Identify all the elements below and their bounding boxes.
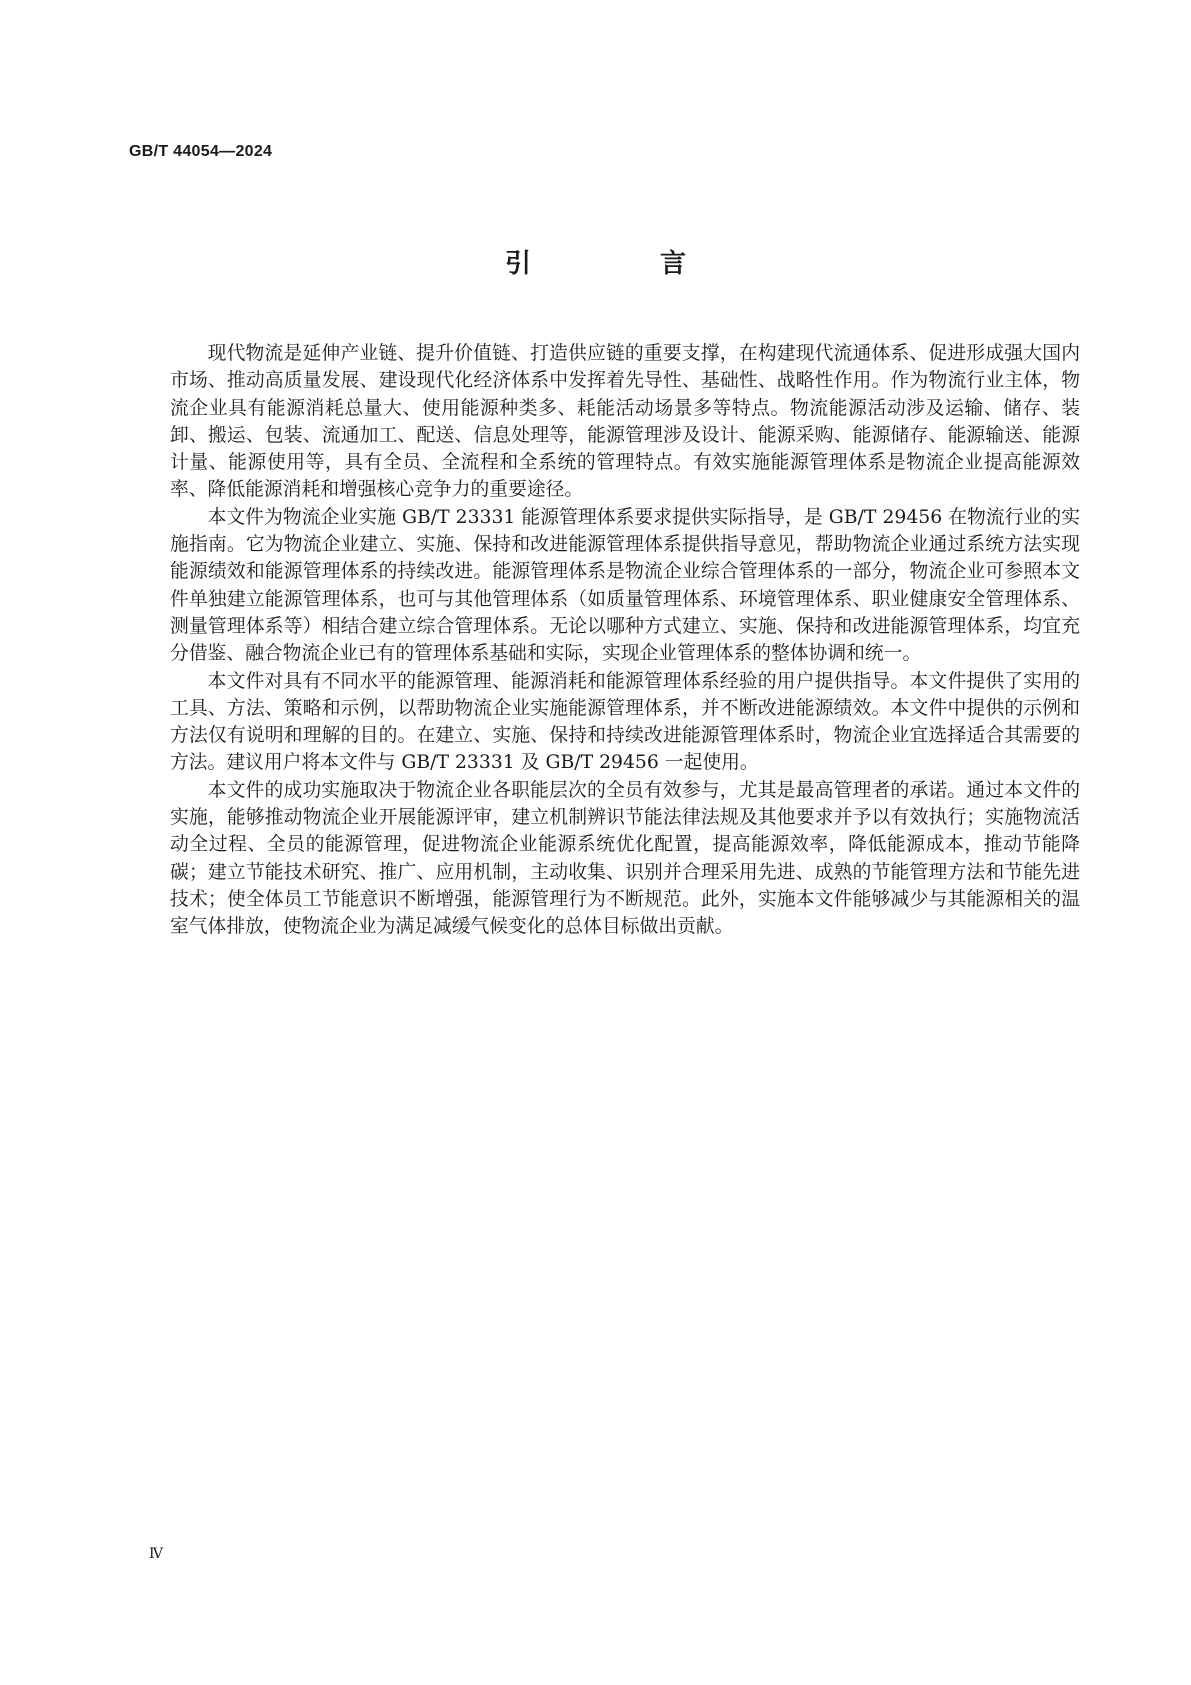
paragraph-2: 本文件为物流企业实施 GB/T 23331 能源管理体系要求提供实际指导，是 GB/T 29456 在物流行业的实施指南。它为物流企业建立、实施、保持和改进能源管理体系提供指导意见，帮助物流企业通过系统方法实现能源绩效和能源管理体系的持续改进。能源管理体系是物流企业综合管理体系的一部分，物流企业可参照本文件单独建立能源管理体系，也可与其他管理体系（如质量管理体系、环境管理体系、职业健康安全管理体系、测量管理体系等）相结合建立综合管理体系。无论以哪种方式建立、实施、保持和改进能源管理体系，均宜充分借鉴、融合物流企业已有的管理体系基础和实际，实现企业管理体系的整体协调和统一。 (170, 506, 1080, 665)
page-title: 引 言 (504, 249, 747, 279)
paragraph-3: 本文件对具有不同水平的能源管理、能源消耗和能源管理体系经验的用户提供指导。本文件提供了实用的工具、方法、策略和示例，以帮助物流企业实施能源管理体系，并不断改进能源绩效。本文件中提供的示例和方法仅有说明和理解的目的。在建立、实施、保持和持续改进能源管理体系时，物流企业宜选择适合其需要的方法。建议用户将本文件与 GB/T 23331 及 GB/T 29456 一起使用。 (170, 670, 1080, 774)
page-number: Ⅳ (149, 1546, 163, 1562)
introduction-body (170, 340, 1080, 941)
paragraph-1: 现代物流是延伸产业链、提升价值链、打造供应链的重要支撑，在构建现代流通体系、促进形成强大国内市场、推动高质量发展、建设现代化经济体系中发挥着先导性、基础性、战略性作用。作为物流行业主体，物流企业具有能源消耗总量大、使用能源种类多、耗能活动场景多等特点。物流能源活动涉及运输、储存、装卸、搬运、包装、流通加工、配送、信息处理等，能源管理涉及设计、能源采购、能源储存、能源输送、能源计量、能源使用等，具有全员、全流程和全系统的管理特点。有效实施能源管理体系是物流企业提高能源效率、降低能源消耗和增强核心竞争力的重要途径。 (170, 343, 1080, 501)
paragraph-4: 本文件的成功实施取决于物流企业各职能层次的全员有效参与，尤其是最高管理者的承诺。通过本文件的实施，能够推动物流企业开展能源评审，建立机制辨识节能法律法规及其他要求并予以有效执行；实施物流活动全过程、全员的能源管理，促进物流企业能源系统优化配置，提高能源效率，降低能源成本，推动节能降碳；建立节能技术研究、推广、应用机制，主动收集、识别并合理采用先进、成熟的节能管理方法和节能先进技术；使全体员工节能意识不断增强，能源管理行为不断规范。此外，实施本文件能够减少与其能源相关的温室气体排放，使物流企业为满足减缓气候变化的总体目标做出贡献。 (170, 779, 1080, 938)
standard-number: GB/T 44054—2024 (129, 143, 273, 160)
